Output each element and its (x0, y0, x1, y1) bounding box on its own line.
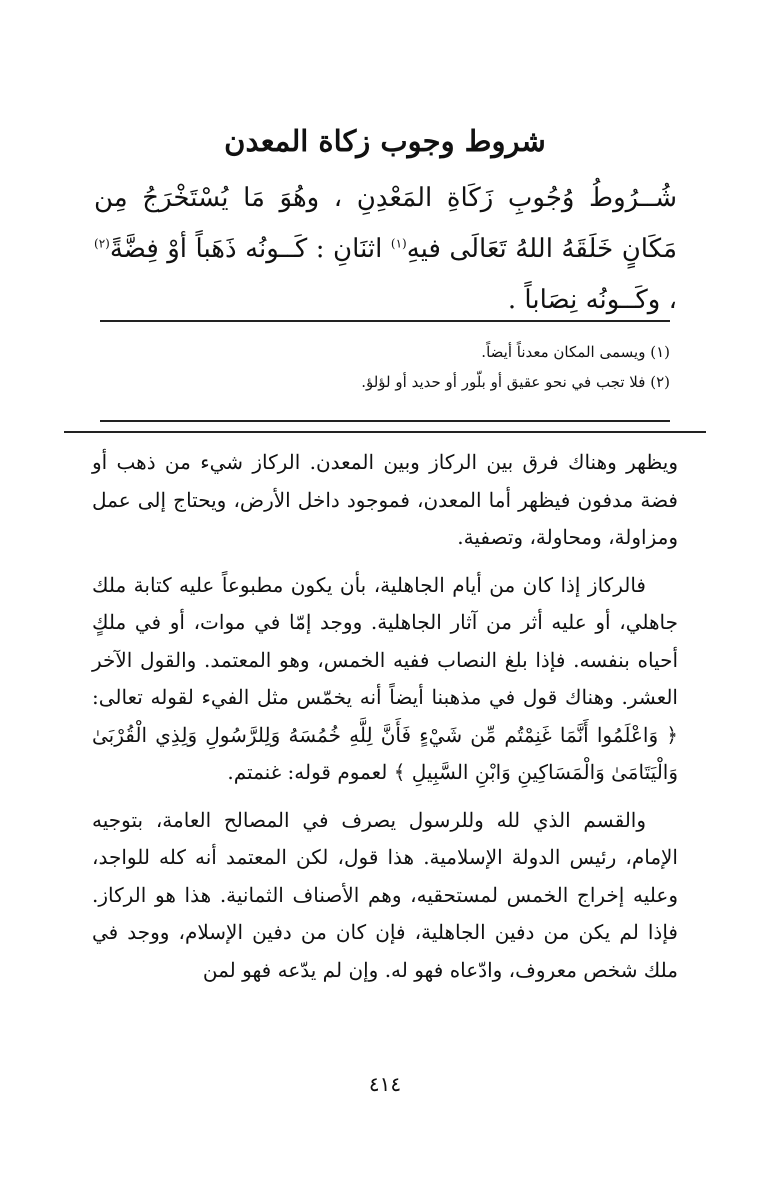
commentary-paragraph-1: ويظهر وهناك فرق بين الركاز وبين المعدن. الركاز شيء من ذهب أو فضة مدفون فيظهر أما المعدن، فموجود داخل الأرض، ويحتاج إلى عمل ومزاولة، ومحاولة، وتصفية. (92, 450, 678, 549)
footnote-divider (100, 320, 670, 322)
footnote-number: (١) (650, 343, 670, 361)
footnote-2 (100, 371, 670, 393)
main-text-part-2: اثنَانِ : كَــونُه ذَهَباً أوْ فِضَّةً (109, 234, 391, 264)
main-text (94, 173, 677, 326)
section-divider-bottom (64, 431, 706, 433)
commentary (92, 444, 678, 999)
page-title: شروط وجوب زكاة المعدن (224, 124, 546, 158)
page-number: ٤١٤ (368, 1072, 402, 1096)
footnote-number: (٢) (650, 373, 670, 391)
footnote-1 (100, 341, 670, 363)
footnote-text: فلا تجب في نحو عقيق أو بلّور أو حديد أو لؤلؤ. (361, 373, 646, 391)
commentary-paragraph-2: فالركاز إذا كان من أيام الجاهلية، بأن يكون مطبوعاً عليه كتابة ملك جاهلي، أو عليه أثر من آثار الجاهلية. ووجد إمّا في موات، أو في ملكٍ أحياه بنفسه. فإذا بلغ النصاب ففيه الخمس، وهو المعتمد. والقول الآخر العشر. وهناك قول في مذهبنا أيضاً أنه يخمّس مثل الفيء لقوله تعالى: ﴿ وَاعْلَمُوا أَنَّمَا غَنِمْتُم مِّن شَيْءٍ فَأَنَّ لِلَّهِ خُمُسَهُ وَلِلرَّسُولِ وَلِذِي الْقُرْبَىٰ وَالْيَتَامَىٰ وَالْمَسَاكِينِ وَابْنِ السَّبِيلِ ﴾ لعموم قوله: غنمتم. (92, 572, 678, 784)
commentary-paragraph-3: والقسم الذي لله وللرسول يصرف في المصالح العامة، بتوجيه الإمام، رئيس الدولة الإسلامية. هذا قول، لكن المعتمد أنه كله للواجد، وعليه إخراج الخمس لمستحقيه، وهم الأصناف الثمانية. هذا هو الركاز. فإذا لم يكن من دفين الجاهلية، فإن كان من دفين الإسلام، ووجد في ملك شخص معروف، وادّعاه فهو له. وإن لم يدّعه فهو لمن (92, 807, 678, 982)
main-text-part-3: ، وكَــونُه نِصَاباً . (507, 285, 677, 315)
footnote-ref-1: (١) (390, 236, 407, 251)
section-divider-top (100, 420, 670, 422)
main-text-part-1: شُــرُوطُ وُجُوبِ زَكَاةِ المَعْدِنِ ، وهُوَ مَا يُسْتَخْرَجُ مِن مَكَانٍ خَلَقَهُ اللهُ تَعَالَى فيهِ (94, 183, 677, 264)
footnote-ref-2: (٢) (94, 236, 110, 251)
footnote-text: ويسمى المكان معدناً أيضاً. (481, 343, 646, 361)
